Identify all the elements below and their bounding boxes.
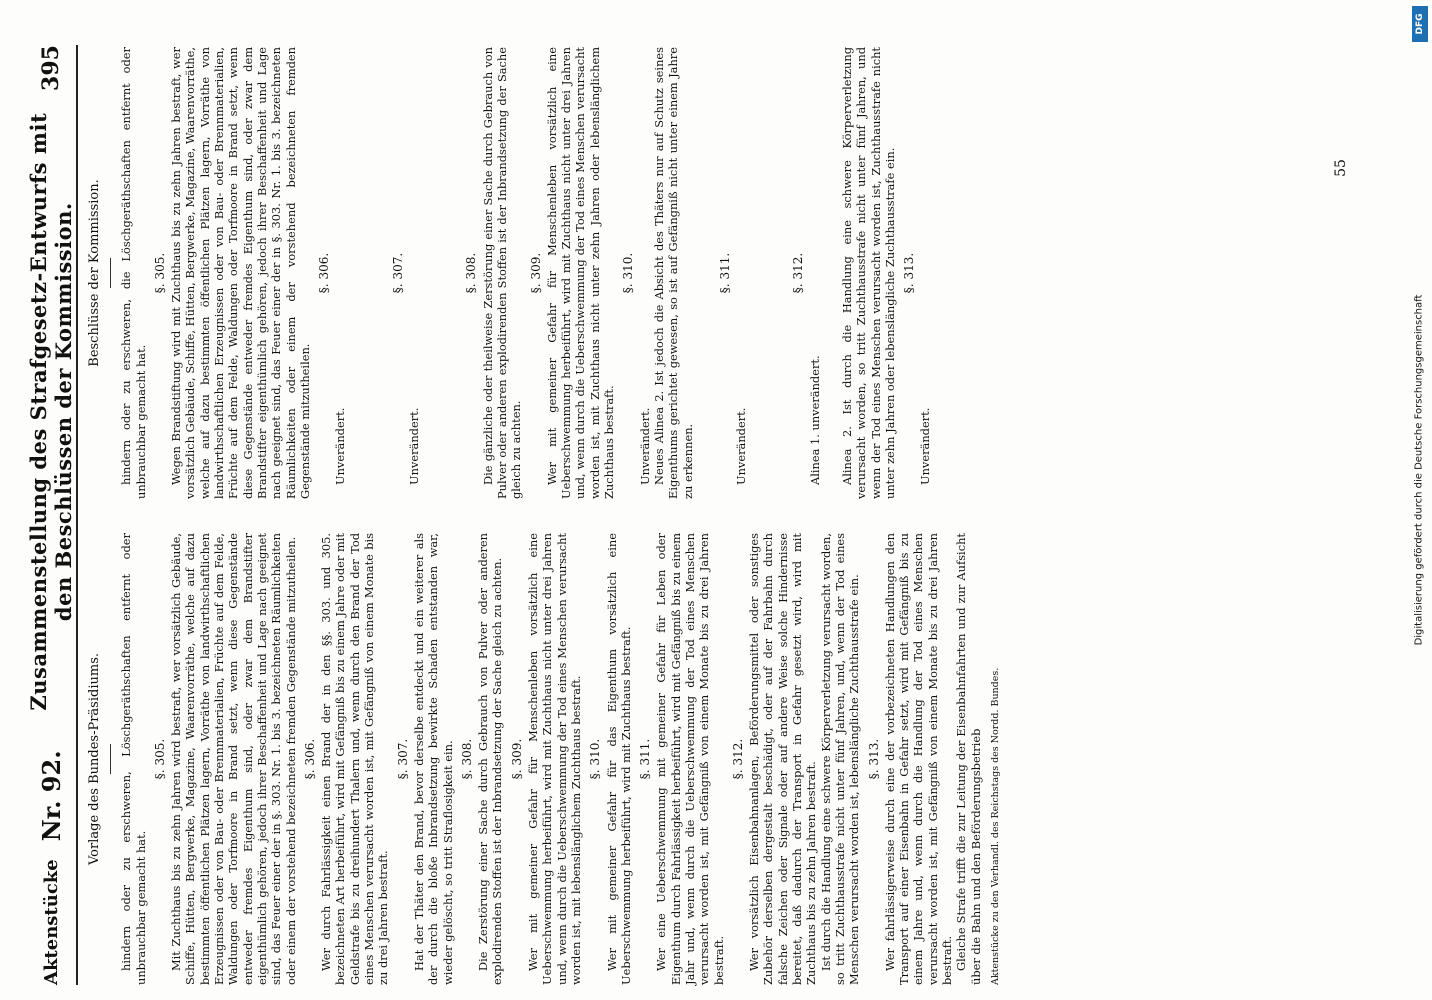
- section-heading: §. 307.: [395, 738, 410, 780]
- section-heading: §. 306.: [317, 252, 332, 294]
- paragraph: Wer mit gemeiner Gefahr für Menschenleben vorsätzlich eine Ueberschwemmung herbeiführt, wird mit Zuchthaus nicht unter drei Jahren und, wenn durch die Ueberschwemmung der Tod eines Menschen verursacht worden ist, mit lebenslänglichem Zuchthaus bestraft.: [526, 533, 583, 985]
- section-heading: §. 305.: [152, 252, 167, 294]
- right-column: [82, 47, 933, 499]
- paragraph: Unverändert.: [333, 407, 348, 485]
- right-column-heading: Beschlüsse der Kommission.: [87, 179, 102, 367]
- paragraph: Gleiche Strafe trifft die zur Leitung der Eisenbahnfahrten und zur Aufsicht über die Bahn und den Beförderungsbetrieb: [954, 533, 983, 985]
- header-number: Nr. 92.: [36, 750, 66, 842]
- page-footer: Aktenstücke zu den Verhandl. des Reichstags des Nordd. Bundes.: [989, 667, 1001, 985]
- page-number: 395: [38, 45, 64, 91]
- paragraph: Wer fahrlässigerweise durch eine der vorbezeichneten Handlungen den Transport auf einer Eisenbahn in Gefahr setzt, wird mit Gefängniß bis zu einem Jahre und, wenn durch die Handlung der Tod eines Menschen verursacht worden ist, mit Gefängniß von einem Monate bis zu drei Jahren bestraft.: [882, 533, 955, 985]
- paragraph: hindern oder zu erschweren, Löschgeräthschaften entfernt oder unbrauchbar gemacht hat.: [119, 533, 148, 985]
- paragraph: Unverändert.: [734, 407, 749, 485]
- left-column: [82, 533, 1003, 985]
- divider: [110, 258, 111, 288]
- paragraph: Wer vorsätzlich Eisenbahnanlagen, Beförderungsmittel oder sonstiges Zubehör derselben dergestalt beschädigt, oder auf der Fahrbahn durch falsche Zeichen oder Signale oder auf andere Weise solche Hindernisse bereitet, daß dadurch der Transport in Gefahr gesetzt wird, wird mit Zuchthaus bis zu zehn Jahren bestraft.: [747, 533, 819, 985]
- page-header: [26, 45, 76, 985]
- paragraph: Wer mit gemeiner Gefahr für das Eigenthum vorsätzlich eine Ueberschwemmung herbeiführt, wird mit Zuchthaus bestraft.: [604, 533, 633, 985]
- paragraph: Ist durch die Handlung eine schwere Körperverletzung verursacht worden, so tritt Zuchthausstrafe nicht unter fünf Jahren, und, wenn der Tod eines Menschen verursacht worden ist, lebenslängliche Zuchthausstrafe ein.: [818, 533, 862, 985]
- rotated-page-content: [26, 45, 1390, 985]
- header-rule: [76, 45, 78, 985]
- section-heading: §. 305.: [152, 738, 167, 780]
- spacer: [421, 47, 459, 499]
- section-heading: §. 311.: [638, 738, 653, 780]
- section-heading: §. 308.: [464, 252, 479, 294]
- section-heading: §. 312.: [791, 252, 806, 294]
- section-heading: §. 312.: [730, 738, 745, 780]
- paragraph: Wer eine Ueberschwemmung mit gemeiner Gefahr für Leben oder Eigenthum durch Fahrlässigkeit herbeiführt, wird mit Gefängniß bis zu einem Jahr und, wenn durch die Ueberschwemmung der Tod eines Menschen verursacht worden ist, mit Gefängniß von einem Monate bis zu drei Jahren bestraft.: [654, 533, 726, 985]
- signature-mark: 55: [1332, 159, 1349, 177]
- digitization-credit: Digitalisierung gefördert durch die Deutsche Forschungsgemeinschaft: [1413, 294, 1425, 646]
- paragraph: hindern oder zu erschweren, die Löschgeräthschaften entfernt oder unbrauchbar gemacht hat.: [119, 47, 148, 499]
- paragraph: Unverändert.: [637, 407, 652, 485]
- paragraph: Neues Alinea 2. Ist jedoch die Absicht des Thäters nur auf Schutz seines Eigenthums gerichtet gewesen, so ist auf Gefängniß nicht unter einem Jahre zu erkennen.: [651, 47, 695, 499]
- section-heading: §. 310.: [621, 252, 636, 294]
- header-left: Aktenstücke: [40, 859, 62, 985]
- section-heading: §. 309.: [528, 252, 543, 294]
- divider: [110, 744, 111, 774]
- paragraph: Alinea 2. Ist durch die Handlung eine schwere Körperverletzung verursacht worden, so tritt Zuchthausstrafe nicht unter fünf Jahren, und wenn der Tod eines Menschen verursacht worden ist, Zuchthausstrafe nicht unter zehn Jahren oder lebenslängliche Zuchthausstrafe ein.: [839, 47, 897, 499]
- section-heading: §. 309.: [509, 738, 524, 780]
- paragraph: Alinea 1. unverändert.: [807, 355, 822, 485]
- section-heading: §. 313.: [902, 252, 917, 294]
- paragraph: Die gänzliche oder theilweise Zerstörung einer Sache durch Gebrauch von Pulver oder anderen explodirenden Stoffen ist der Inbrandsetzung der Sache gleich zu achten.: [480, 47, 524, 499]
- header-title: Zusammenstellung des Strafgesetz-Entwurfs mit den Beschlüssen der Kommission.: [26, 112, 76, 711]
- dfg-logo: [1412, 6, 1428, 42]
- paragraph: Wer mit gemeiner Gefahr für Menschenleben vorsätzlich eine Ueberschwemmung herbeiführt, wird mit Zuchthaus nicht unter drei Jahren und, wenn durch die Ueberschwemmung der Tod eines Menschen verursacht worden ist, mit Zuchthaus nicht unter zehn Jahren oder lebenslänglichem Zuchthaus bestraft.: [544, 47, 617, 499]
- paragraph: Hat der Thäter den Brand, bevor derselbe entdeckt und ein weiterer als der durch die bloße Inbrandsetzung bewirkte Schaden entstanden war, wieder gelöscht, so tritt Straflosigkeit ein.: [411, 533, 455, 985]
- section-heading: §. 306.: [302, 738, 317, 780]
- left-column-heading: Vorlage des Bundes-Präsidiums.: [87, 653, 102, 866]
- section-heading: §. 310.: [588, 738, 603, 780]
- spacer: [348, 47, 386, 499]
- section-heading: §. 308.: [459, 738, 474, 780]
- section-heading: §. 313.: [866, 738, 881, 780]
- section-heading: §. 307.: [390, 252, 405, 294]
- paragraph: Wegen Brandstiftung wird mit Zuchthaus bis zu zehn Jahren bestraft, wer vorsätzlich Gebäude, Schiffe, Hütten, Bergwerke, Magazine, Waarenvorräthe, welche auf dazu bestimmten öffentlichen Plätzen lagern, Vorräthe von landwirthschaftlichen Erzeugnissen oder von Bau- oder Brennmaterialien, Früchte auf dem Felde, Waldungen oder Torfmoore in Brand setzt, wenn diese Gegenstände entweder fremdes Eigenthum sind, oder zwar dem Brandstifter eigenthümlich gehören, jedoch ihrer Beschaffenheit und Lage nach geeignet sind, das Feuer einer der in §. 303. Nr. 1. bis 3. bezeichneten Räumlichkeiten oder einem der vorstehend bezeichneten fremden Gegenstände mitzutheilen.: [169, 47, 312, 499]
- dfg-logo-text: DFG: [1415, 13, 1425, 35]
- paragraph: Unverändert.: [407, 407, 422, 485]
- paragraph: Die Zerstörung einer Sache durch Gebrauch von Pulver oder anderen explodirenden Stoffen ist der Inbrandsetzung der Sache gleich zu achten.: [476, 533, 505, 985]
- spacer: [748, 47, 786, 499]
- section-heading: §. 311.: [717, 252, 732, 294]
- paragraph: Unverändert.: [918, 407, 933, 485]
- paragraph: Wer durch Fahrlässigkeit einen Brand der in den §§. 303. und 305. bezeichneten Art herbeiführt, wird mit Gefängniß bis zu einem Jahre oder mit Geldstrafe bis zu dreihundert Thalern und, wenn durch den Brand der Tod eines Menschen verursacht worden ist, mit Gefängniß von einem Monate bis zu drei Jahren bestraft.: [319, 533, 391, 985]
- spacer: [822, 47, 840, 499]
- spacer: [695, 47, 713, 499]
- paragraph: Mit Zuchthaus bis zu zehn Jahren wird bestraft, wer vorsätzlich Gebäude, Schiffe, Hütten, Bergwerke, Magazine, Waarenvorräthe, welche auf dazu bestimmten öffentlichen Plätzen lagern, Vorräthe von landwirthschaftlichen Erzeugnissen oder von Bau- oder Brennmaterialien, Früchte auf dem Felde, Waldungen oder Torfmoore in Brand setzt, wenn diese Gegenstände entweder fremdes Eigenthum sind, oder zwar dem Brandstifter eigenthümlich gehören, jedoch ihrer Beschaffenheit und Lage nach geeignet sind, das Feuer einer der in §. 303. Nr. 1. bis 3. bezeichneten Räumlichkeiten oder einem der vorstehend bezeichneten fremden Gegenstände mitzutheilen.: [169, 533, 298, 985]
